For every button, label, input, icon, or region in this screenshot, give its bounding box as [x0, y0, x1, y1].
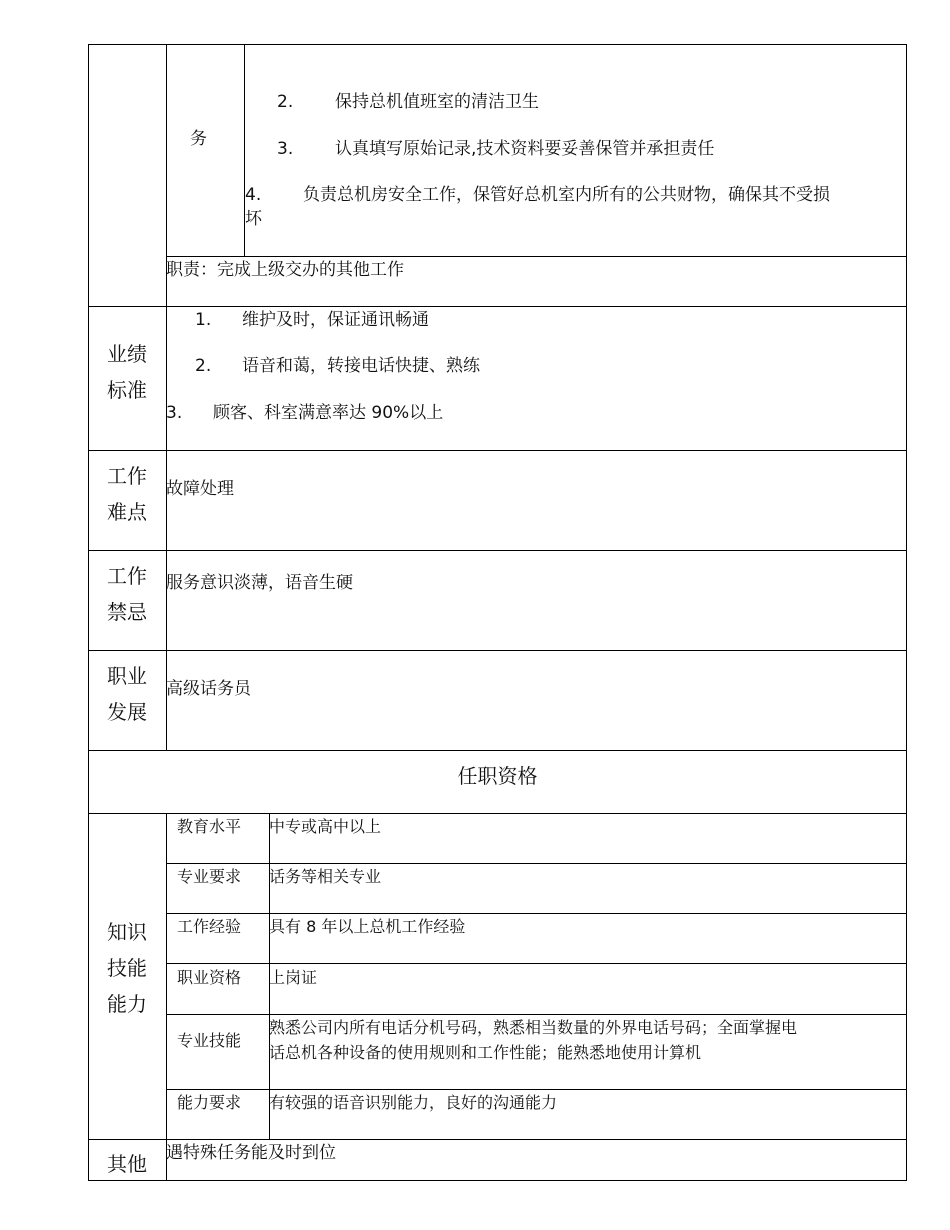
divider — [88, 450, 907, 451]
difficulty-label: 工作 难点 — [107, 464, 147, 524]
duty-item — [277, 91, 539, 114]
divider — [166, 963, 907, 964]
divider — [166, 256, 907, 257]
divider — [88, 813, 907, 814]
performance-text: 语音和蔼，转接电话快捷、熟练 — [242, 356, 480, 376]
divider — [166, 913, 907, 914]
qualification-label: 知识 技能 能力 — [107, 920, 147, 1016]
duty-item — [277, 138, 714, 161]
qualification-key: 能力要求 — [177, 1093, 242, 1112]
duties-other: 职责：完成上级交办的其他工作 — [166, 260, 404, 280]
divider — [88, 1139, 907, 1140]
qualification-key: 专业技能 — [177, 1031, 242, 1050]
qualification-key: 专业要求 — [177, 867, 242, 886]
performance-number: 3. — [166, 403, 183, 423]
divider — [166, 863, 907, 864]
divider — [166, 1089, 907, 1090]
performance-number: 1. — [195, 310, 212, 330]
divider — [166, 1014, 907, 1015]
qualification-value: 熟悉公司内所有电话分机号码，熟悉相当数量的外界电话号码；全面掌握电 — [269, 1018, 798, 1037]
duty-number: 4. — [245, 185, 262, 205]
career-text: 高级话务员 — [166, 679, 251, 699]
duties-label: 务 — [190, 129, 207, 149]
table-border-right — [906, 44, 907, 1181]
taboo-text: 服务意识淡薄，语音生硬 — [166, 573, 353, 593]
performance-item — [195, 309, 429, 332]
difficulty-text: 故障处理 — [166, 479, 234, 499]
performance-item — [195, 355, 480, 378]
divider — [88, 650, 907, 651]
divider — [88, 550, 907, 551]
performance-item — [166, 402, 443, 425]
qualification-key: 工作经验 — [177, 917, 242, 936]
table-border-top — [88, 44, 907, 45]
other-text: 遇特殊任务能及时到位 — [166, 1143, 336, 1163]
qualification-key: 职业资格 — [177, 968, 242, 987]
qualification-value: 话务等相关专业 — [269, 867, 382, 886]
divider — [88, 306, 907, 307]
qualification-value-continued: 话总机各种设备的使用规则和工作性能；能熟悉地使用计算机 — [269, 1043, 702, 1062]
other-label: 其他 — [107, 1152, 147, 1176]
qualification-key: 教育水平 — [177, 817, 242, 836]
table-border-bottom — [88, 1180, 907, 1181]
career-label: 职业 发展 — [107, 664, 147, 724]
qualification-value: 上岗证 — [269, 968, 318, 987]
performance-label: 业绩 标准 — [107, 342, 147, 402]
duty-number: 2. — [277, 92, 294, 112]
qualification-heading: 任职资格 — [457, 764, 538, 788]
duty-text-continued: 坏 — [245, 209, 262, 229]
duty-item — [245, 184, 830, 207]
divider — [88, 750, 907, 751]
divider — [166, 813, 167, 1180]
performance-number: 2. — [195, 356, 212, 376]
qualification-value: 具有 8 年以上总机工作经验 — [269, 917, 466, 936]
taboo-label: 工作 禁忌 — [107, 564, 147, 624]
qualification-value: 中专或高中以上 — [269, 817, 382, 836]
duty-text: 保持总机值班室的清洁卫生 — [335, 92, 539, 112]
performance-text: 维护及时，保证通讯畅通 — [242, 310, 429, 330]
duty-number: 3. — [277, 139, 294, 159]
duty-text: 负责总机房安全工作，保管好总机室内所有的公共财物，确保其不受损 — [303, 185, 830, 205]
duty-text: 认真填写原始记录,技术资料要妥善保管并承担责任 — [335, 139, 715, 159]
performance-text: 顾客、科室满意率达 90%以上 — [213, 403, 444, 423]
qualification-value: 有较强的语音识别能力，良好的沟通能力 — [269, 1093, 558, 1112]
